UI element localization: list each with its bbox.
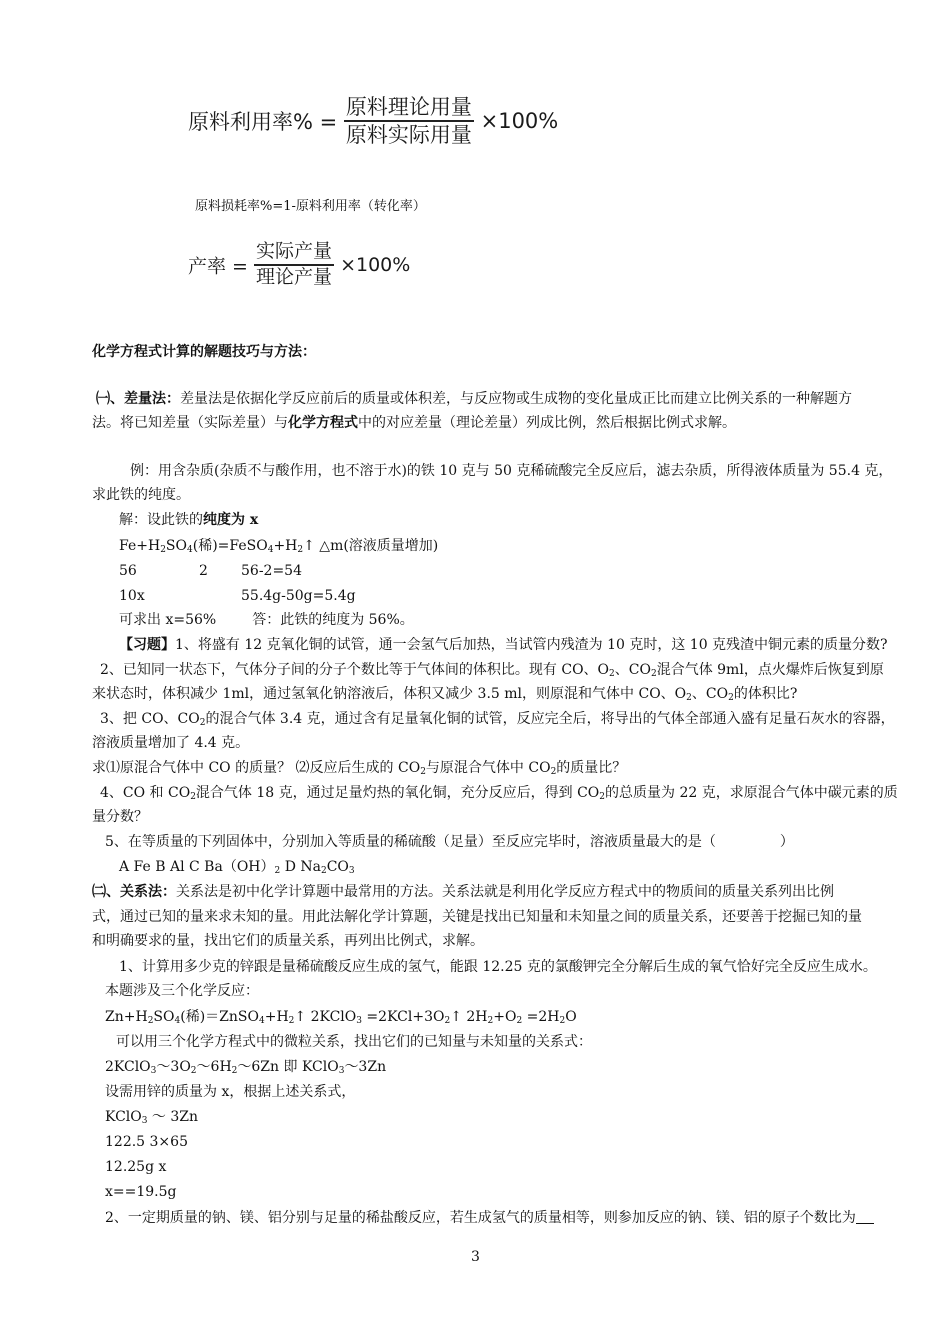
relation-result: x==19.5g [105,1184,177,1200]
answer-line: 可求出 x=56% 答：此铁的纯度为 56%。 [119,612,414,628]
solution-line: 解：设此铁的纯度为 x [119,512,259,528]
ratio-row2-col3: 55.4g-50g=5.4g [241,588,356,604]
relation-question-2: 2、一定期质量的钠、镁、铝分别与足量的稀盐酸反应，若生成氢气的质量相等，则参加反应的钠、镁、铝的原子个数比为 [105,1207,874,1229]
formula-rhs: ×100% [480,109,559,134]
exercise-3-line3: 求⑴原混合气体中 CO 的质量？ ⑵反应后生成的 $CO_2$与原混合气体中 $CO_2$的质量比？ [92,760,627,777]
fraction [254,241,334,289]
page-number: 3 [471,1249,480,1265]
fraction-numerator: 实际产量 [254,241,334,266]
utilization-rate-formula [188,95,558,147]
exercise-3-line2: 溶液质量增加了 4.4 克。 [92,735,250,751]
relation-question-1b: 本题涉及三个化学反应： [105,983,259,999]
set-variable: 设需用锌的质量为 x，根据上述关系式， [105,1084,356,1100]
exercise-2-line2: 来状态时，体积减少 1ml，通过氢氧化钠溶液后，体积又减少 3.5 ml，则原混和气体中 CO、$O_2$、$CO_2$的体积比? [92,686,798,703]
three-reactions: $Zn+H_2SO_4$(稀)$=ZnSO_4+H_2↑$ 2KClO$_3$ $=2KCl+3O_2↑$ $2H_2+O_2 =2H_2O$ [105,1009,577,1026]
example-line1: 例：用含杂质(杂质不与酸作用，也不溶于水)的铁 10 克与 50 克稀硫酸完全反应后，滤去杂质，所得液体质量为 55.4 克， [130,463,893,479]
example-line2: 求此铁的纯度。 [92,487,190,503]
exercise-1: 【习题】1、将盛有 12 克氧化铜的试管，通一会氢气后加热，当试管内残渣为 10 克时，这 10 克残渣中铜元素的质量分数? [119,637,888,653]
exercise-2-line1: 2、已知同一状态下，气体分子间的分子个数比等于气体间的体积比。现有 CO、$O_2$、$CO_2$混合气体 9ml，点火爆炸后恢复到原 [100,662,884,679]
fraction-denominator: 理论产量 [256,265,333,288]
fraction [344,95,474,147]
method2-title: ㈡、关系法： [92,884,176,900]
section-heading: 化学方程式计算的解题技巧与方法： [92,344,316,360]
method1-intro-line2: 法。将已知差量（实际差量）与化学方程式中的对应差量（理论差量）列成比例，然后根据比例式求解。 [92,415,736,431]
ratio-row1-col3: 56-2=54 [241,563,302,579]
ratio-row1-col1: 56 [119,563,137,579]
method1-title: ㈠、差量法： [96,391,180,407]
exercise-5-options: A Fe B Al C $Ba(OH)_2$ D $Na_2CO_3$ [119,859,355,876]
answer-blank [856,1209,874,1224]
yield-formula [188,241,410,289]
method2-intro-line2: 式，通过已知的量来求未知的量。用此法解化学计算题，关键是找出已知量和未知量之间的质量关系，还要善于挖掘已知的量 [92,909,862,925]
formula-lhs: 原料利用率% = [188,110,338,135]
relation-ratio-1: KClO$_3$ ～ 3Zn [105,1109,199,1126]
relation-chain: $2KClO_3\sim 3O_2\sim 6H_2\sim 6Zn$ 即 KClO$_3$～3Zn [105,1059,387,1076]
formula-rhs: ×100% [340,253,411,276]
loss-rate-text: 原料损耗率%=1-原料利用率（转化率） [195,199,426,214]
relation-question-1: 1、计算用多少克的锌跟是量稀硫酸反应生成的氢气，能跟 12.25 克的氯酸钾完全分解后生成的氧气恰好完全反应生成水。 [119,959,877,975]
method1-intro-line1: ㈠、差量法：差量法是依据化学反应前后的质量或体积差，与反应物或生成物的变化量成正比而建立比例关系的一种解题方 [96,391,852,407]
relation-intro: 可以用三个化学方程式中的微粒关系，找出它们的已知量与未知量的关系式： [116,1034,592,1050]
formula-lhs: 产率 = [188,255,248,278]
exercise-3-line1: 3、把 CO、$CO_2$的混合气体 3.4 克，通过含有足量氧化铜的试管，反应完全后，将导出的气体全部通入盛有足量石灰水的容器， [100,711,895,728]
relation-ratio-3: 12.25g x [105,1159,167,1175]
exercise-5-question: 5、在等质量的下列固体中，分别加入等质量的稀硫酸（足量）至反应完毕时，溶液质量最大的是（ ） [105,834,794,850]
reaction-equation: $Fe+H_2SO_4$(稀)$=FeSO_4+H_2↑$ △m(溶液质量增加) [119,538,439,555]
method2-intro-line1: ㈡、关系法：关系法是初中化学计算题中最常用的方法。关系法就是利用化学反应方程式中的物质间的质量关系列出比例 [92,884,834,900]
ratio-row2-col1: 10x [119,588,145,604]
relation-ratio-2: 122.5 3×65 [105,1134,188,1150]
exercise-4-line2: 量分数？ [92,809,148,825]
fraction-numerator: 原料理论用量 [344,95,474,122]
fraction-denominator: 原料实际用量 [345,123,472,148]
method2-intro-line3: 和明确要求的量，找出它们的质量关系，再列出比例式，求解。 [92,933,484,949]
ratio-row1-col2: 2 [199,563,208,579]
exercise-4-line1: 4、CO 和 $CO_2$混合气体 18 克，通过足量灼热的氧化铜，充分反应后，得到 $CO_2$的总质量为 22 克，求原混合气体中碳元素的质 [100,785,898,802]
